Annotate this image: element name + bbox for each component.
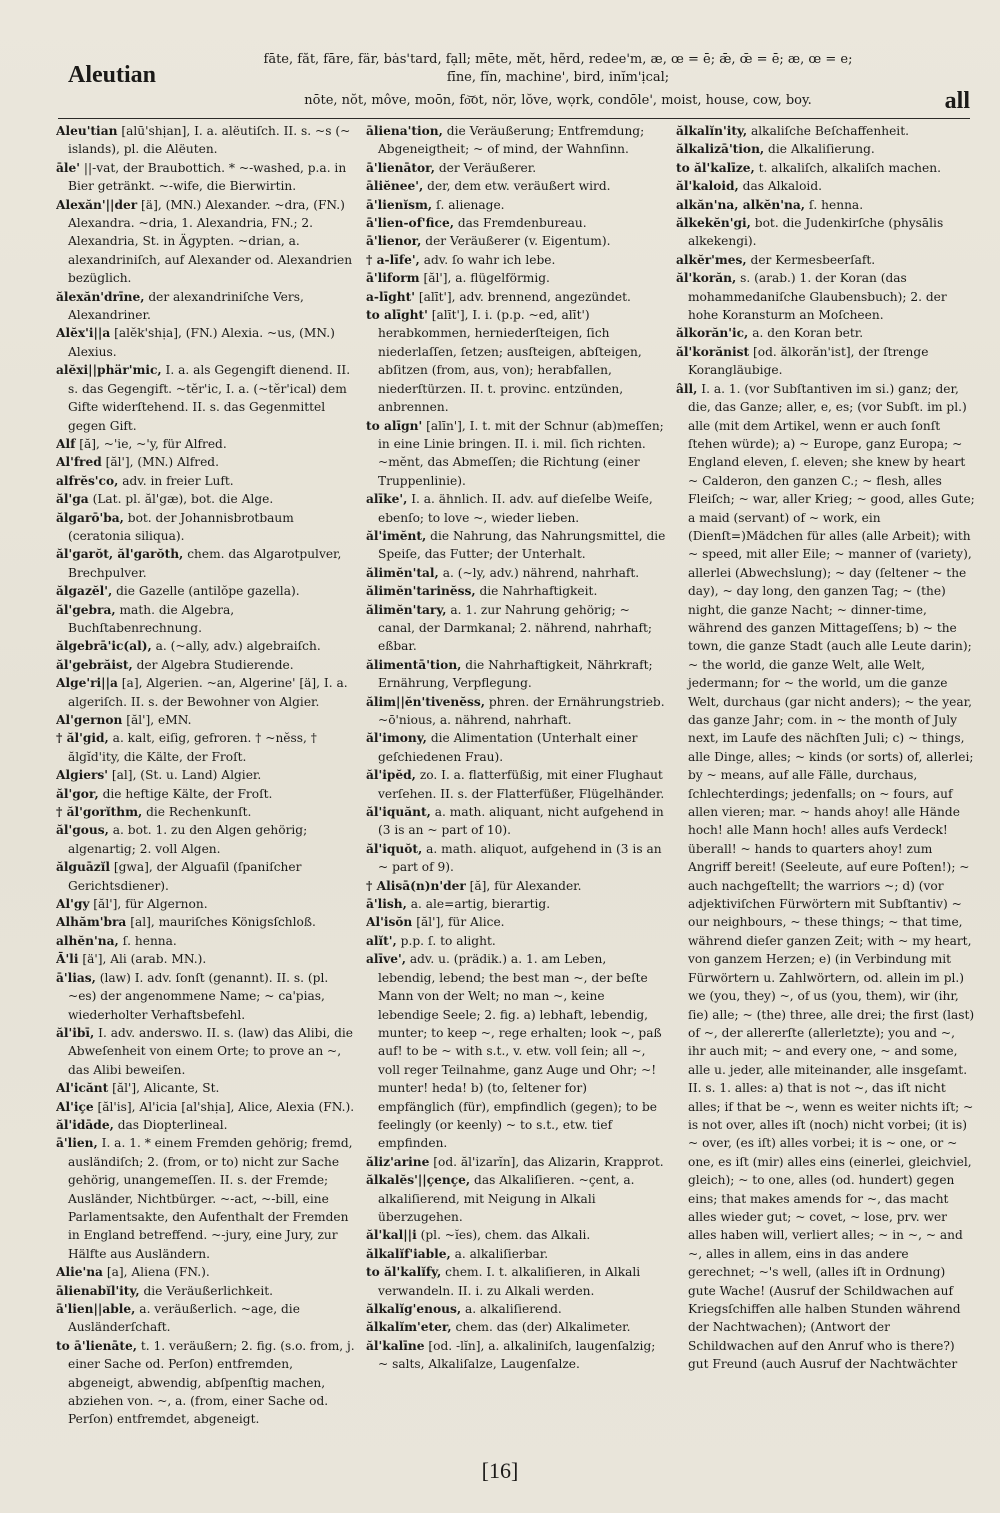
entry-definition: ſ. henna. (808, 197, 864, 212)
entry-headword: āliena'tion, (366, 124, 443, 138)
entry-headword: ăl'imĕnt, (366, 528, 427, 543)
dictionary-entry (366, 1300, 666, 1318)
entry-headword: ălgebrā'ic(al), (56, 639, 152, 654)
entry-headword: Alexăn'||der (56, 197, 138, 212)
entry-definition: [al], mauriſches Königsſchloß. (130, 915, 316, 930)
dictionary-entry (676, 159, 976, 177)
column-left (56, 122, 356, 1452)
entry-definition: chem. das (der) Alkalimeter. (455, 1320, 631, 1335)
dictionary-entry (366, 417, 666, 491)
entry-headword: ălguāzĭl (56, 860, 110, 875)
entry-headword: to ăl'kalīze, (676, 160, 755, 175)
entry-definition: I. adv. anderswo. II. s. (law) das Alibi, die Abweſenheit von einem Orte; to prove an ~, das Alibi beweiſen. (68, 1025, 354, 1077)
entry-headword: ăl'kal||i (366, 1228, 417, 1243)
entry-definition: [alĕk'shịa], (FN.) Alexia. ~us, (MN.) Alexius. (68, 326, 335, 359)
dictionary-entry (56, 785, 356, 803)
entry-headword: ălkalĭn'ity, (676, 124, 748, 138)
dictionary-entry (366, 1171, 666, 1226)
entry-headword: alkĕr'mes, (676, 252, 747, 267)
entry-headword: Alf (56, 436, 76, 451)
dictionary-entry (56, 490, 356, 508)
entry-headword: Al'fred (56, 455, 102, 470)
dictionary-entry (366, 527, 666, 564)
guide-word-right: all (944, 88, 970, 114)
entry-headword: āliĕnee', (366, 179, 424, 194)
entry-definition: [alīt'], adv. brennend, angezündet. (418, 289, 631, 304)
entry-headword: † ăl'gorĭthm, (56, 805, 143, 820)
entry-definition: I. a. 1. * einem Fremden gehörig; fremd, ausländiſch; 2. (from, or to) nicht zur Sache gehörig, unangemeſſen. II. s. der Fremde; Ausländer, Nichtbürger. ~-act, ~-bill, eine Parlamentsakte, den Aufenthalt der Fremden in England betreffend. ~-jury, eine Jury, zur Hälfte aus Ausländern. (68, 1136, 353, 1261)
entry-definition: [ä], (MN.) Alexander. ~dra, (FN.) Alexandra. ~dria, 1. Alexandria, FN.; 2. Alexandria, St. in Ägypten. ~drian, a. alexandriniſch, auf Alexander od. Alexandrien bezüglich. (68, 197, 353, 286)
entry-headword: ăl'gebrăist, (56, 657, 133, 672)
entry-definition: [a], Algerien. ~an, Algerine' [ä], I. a. algeriſch. II. s. der Bewohner von Algier. (68, 676, 348, 709)
dictionary-entry (56, 913, 356, 931)
column-right (676, 122, 976, 1452)
entry-definition: die Veräußerlichkeit. (143, 1283, 274, 1298)
entry-definition: adv. ſo wahr ich lebe. (423, 252, 556, 267)
dictionary-entry (366, 840, 666, 877)
entry-headword: ălgazĕl', (56, 584, 113, 599)
dictionary-entry (56, 1300, 356, 1337)
dictionary-entry (366, 232, 666, 250)
dictionary-entry (676, 177, 976, 195)
entry-headword: ălimentā'tion, (366, 657, 462, 672)
entry-definition: die Nahrhaftigkeit, Nährkraft; Ernährung, Verpflegung. (378, 657, 653, 691)
dictionary-entry (56, 895, 356, 913)
entry-headword: ăl'imony, (366, 731, 427, 746)
entry-definition: der Kermesbeerſaft. (750, 252, 876, 267)
entry-headword: ăl'korănist (676, 344, 750, 359)
dictionary-entry (56, 545, 356, 582)
entry-definition: [alīt'], I. i. (p.p. ~ed, alīt') herabkommen, herniederſteigen, ſich niederlaſſen, ſetzen; ausſteigen, abſteigen, abſitzen (from, aus, von); herabfallen, niederſtürzen. II. t. provinc. entzünden, anbrennen. (378, 308, 642, 415)
entry-definition: [alū'shịan], I. a. alëutiſch. II. s. ~s (~ islands), pl. die Alëuten. (68, 124, 351, 157)
entry-headword: âll, (676, 381, 698, 396)
entry-headword: ăl'idāde, (56, 1117, 114, 1132)
dictionary-entry (56, 582, 356, 600)
dictionary-entry (366, 803, 666, 840)
entry-definition: [ăl'], a. flügelförmig. (423, 271, 550, 286)
entry-headword: ăl'iquănt, (366, 805, 431, 820)
dictionary-entry (366, 932, 666, 950)
dictionary-entry (366, 895, 666, 913)
dictionary-entry (366, 693, 666, 730)
entry-definition: [ăl'], (MN.) Alfred. (105, 455, 219, 470)
dictionary-entry (56, 821, 356, 858)
entry-definition: I. a. als Gegengift dienend. II. s. das Gegengift. ~tĕr'ic, I. a. (~tĕr'ical) dem Gifte widerſtehend. II. s. das Gegenmittel gegen Gift. (68, 363, 351, 433)
entry-definition: ſ. henna. (122, 933, 177, 948)
entry-definition: der Veräußerer (v. Eigentum). (425, 234, 611, 249)
entry-headword: Al'icănt (56, 1081, 109, 1096)
dictionary-entry (676, 140, 976, 158)
pronunciation-key-line: nōte, nŏt, môve, moōn, fo͝ot, nör, lŏve, wọrk, condōle', moist, house, cow, boy. (304, 93, 812, 108)
entry-headword: ā'lien||able, (56, 1302, 136, 1316)
entry-headword: † a-līfe', (366, 252, 420, 267)
dictionary-entry (56, 1134, 356, 1263)
entry-headword: ā'lias, (56, 970, 96, 985)
dictionary-entry (56, 656, 356, 674)
entry-definition: bot. die Judenkirſche (physālis alkekengi). (688, 216, 944, 249)
entry-definition: die heftige Kälte, der Froſt. (102, 786, 273, 801)
entry-definition: a. veräußerlich. ~age, die Ausländerſchaft. (68, 1302, 300, 1335)
dictionary-entry (56, 1098, 356, 1116)
entry-definition: der alexandriniſche Vers, Alexandriner. (68, 289, 304, 323)
pronunciation-key-line: fāte, făt, fāre, fär, bȧs'tard, fạll; mēte, mĕt, hẽrd, redee'm, æ, œ = ē; ǣ, œ̄ = ē; æ, œ = e; (263, 52, 853, 67)
dictionary-entry (56, 1337, 356, 1429)
entry-headword: ălgarō'ba, (56, 510, 124, 525)
entry-definition: die Nahrhaftigkeit. (479, 584, 598, 599)
dictionary-entry (676, 343, 976, 380)
entry-headword: alkăn'na, alkĕn'na, (676, 197, 806, 212)
entry-headword: to alīgn' (366, 418, 423, 433)
dictionary-entry (366, 950, 666, 1152)
entry-headword: ăl'garŏt, ăl'garŏth, (56, 547, 184, 562)
column-middle (366, 122, 666, 1452)
entry-headword: alhĕn'na, (56, 933, 119, 948)
dictionary-entry (366, 288, 666, 306)
entry-definition: der, dem etw. veräußert wird. (427, 179, 611, 194)
entry-headword: ălkalĭf'iable, (366, 1246, 451, 1261)
page-number: [16] (481, 1458, 519, 1483)
dictionary-entry (56, 637, 356, 655)
dictionary-entry (366, 159, 666, 177)
dictionary-entry (366, 582, 666, 600)
dictionary-entry (366, 122, 666, 159)
dictionary-entry (366, 306, 666, 416)
entry-definition: ſ. alienage. (436, 197, 505, 212)
entry-definition: [ăl'], für Algernon. (93, 897, 208, 912)
entry-definition: die Rechenkunſt. (146, 805, 252, 820)
entry-definition: die Veräußerung; Entfremdung; Abgeneigtheit; ~ of mind, der Wahnſinn. (378, 124, 645, 157)
entry-definition: [od. ălkorăn'ist], der ſtrenge Korangläubige. (688, 344, 929, 378)
entry-headword: † ăl'gid, (56, 731, 109, 746)
entry-definition: [ă], ~'ie, ~'y, für Alfred. (79, 436, 227, 451)
entry-headword: to ăl'kalĭfy, (366, 1265, 442, 1280)
page-header (58, 44, 970, 116)
dictionary-entry (366, 564, 666, 582)
entry-definition: [od. ăl'izarĭn], das Alizarin, Krapprot. (433, 1154, 664, 1169)
entry-headword: ā'lienor, (366, 234, 422, 249)
entry-definition: alkaliſche Beſchaffenheit. (751, 124, 909, 138)
dictionary-entry (56, 361, 356, 435)
entry-definition: [ăl'], für Alice. (416, 915, 505, 930)
entry-definition: (Lat. pl. ăl'gæ), bot. die Alge. (92, 492, 274, 507)
entry-definition: a. ale=artig, bierartig. (410, 897, 551, 912)
dictionary-entry (366, 214, 666, 232)
entry-headword: Ā'li (56, 952, 79, 967)
entry-definition: [gwa], der Alguaſil (ſpaniſcher Gerichtsdiener). (68, 860, 302, 893)
entry-definition: a. kalt, eiſig, gefroren. † ~nĕss, † ălgĭd'ity, die Kälte, der Froſt. (68, 731, 317, 764)
entry-definition: math. die Algebra, Buchſtabenrechnung. (68, 602, 235, 635)
dictionary-entry (56, 932, 356, 950)
entry-definition: das Alkaloid. (742, 179, 822, 194)
dictionary-entry (676, 380, 976, 1374)
entry-headword: Al'içe (56, 1099, 94, 1114)
entry-headword: ā'liform (366, 271, 420, 286)
entry-headword: ăl'kalīne (366, 1338, 425, 1353)
dictionary-entry (56, 196, 356, 288)
entry-headword: ălimĕn'tary, (366, 602, 447, 617)
entry-headword: Al'gernon (56, 713, 123, 727)
entry-headword: ălkekĕn'gi, (676, 216, 751, 231)
entry-headword: ā'lienātor, (366, 160, 435, 175)
entry-definition: [a], Aliena (FN.). (106, 1265, 210, 1280)
entry-definition: die Alimentation (Unterhalt einer geſchiedenen Frau). (378, 731, 638, 764)
entry-definition: (law) I. adv. ſonſt (genannt). II. s. (pl. ~es) der angenommene Name; ~ ca'pias, wiederholter Verhaftsbefehl. (68, 970, 329, 1022)
entry-headword: ălimĕn'tal, (366, 565, 439, 580)
dictionary-entry (366, 656, 666, 693)
entry-definition: die Gazelle (antilŏpe gazella). (116, 584, 300, 599)
entry-headword: ălexăn'drīne, (56, 289, 145, 304)
dictionary-entry (366, 1263, 666, 1300)
entry-headword: ā'lish, (366, 897, 407, 912)
entry-headword: ăl'korăn, (676, 271, 737, 286)
entry-definition: a. alkaliſierend. (464, 1302, 562, 1316)
entry-headword: ăl'iquŏt, (366, 841, 423, 856)
entry-definition: a. bot. 1. zu den Algen gehörig; algenartig; 2. voll Algen. (68, 823, 308, 856)
entry-definition: I. a. 1. (vor Subſtantiven im si.) ganz; der, die, das Ganze; aller, e, es; (vor Subſt. im pl.) alle (mit dem Artikel, wenn er auch ſonſt ſtehen würde); a) ~ Europe, ganz Europa; ~ England eleven, ſ. eleven; she knew by heart ~ Calderon, den ganzen C.; ~ flesh, alles Fleiſch; ~ war, aller Krieg; ~ good, alles Gute; a maid (servant) of ~ work, ein (Dienſt=)Mädchen für alles (alle Arbeit); with ~ speed, mit aller Eile; ~ manner of (variety), allerlei (Abwechslung); ~ day (ſeltener ~ the day), ~ day long, den ganzen Tag; ~ (the) night, die ganze Nacht; ~ dinner-time, während des ganzen Mittageſſens; b) ~ the town, die ganze Stadt (auch alle Leute darin); ~ the world, die ganze Welt, alle Welt, jedermann; for ~ the world, um die ganze Welt, durchaus (gar nicht anders); ~ the year, das ganze Jahr; com. in ~ the month of July next, im Laufe des nächſten Juli; c) ~ things, alle Dinge, alles; ~ kinds (or sorts) of, allerlei; by ~ means, auf alle Fälle, durchaus, ſchlechterdings; jedenfalls; on ~ fours, auf allen vieren; mar. ~ hands ahoy! alle Hände hoch! alle Mann hoch! alles aufs Verdeck! überall! ~ hands to quarters ahoy! zum Angriff bereit! (Seeleute, auf eure Poſten!); ~ auch nachgeſtellt; the warriors ~; d) (vor adjektiviſchen Fürwörtern mit Subſtantiv) ~ our neighbours, ~ these things; ~ that time, während dieſer ganzen Zeit; with ~ my heart, von ganzem Herzen; e) (in Verbindung mit Fürwörtern u. Zahlwörtern, od. allein im pl.) we (you, they) ~, of us (you, them), wir (ihr, ſie) alle; ~ (the) three, alle drei; the first (last) of ~, der allererſte (allerletzte); you and ~, ihr auch mit; ~ and every one, ~ and some, alle u. jeder, alle miteinander, alle insgeſamt. II. s. 1. alles: a) that is not ~, das iſt nicht alles; if that be ~, wenn es weiter nichts iſt; ~ is not over, alles iſt (noch) nicht vorbei; (it is) ~ over, (es iſt) alles vorbei; it is ~ one, or ~ one, es iſt (mir) alles eins (einerlei, gleichviel, gleich); ~ to one, alles (od. hundert) gegen eins; that makes amends for ~, das macht alles wieder gut; ~ covet, ~ lose, prv. wer alles haben will, verliert alles; ~ in ~, ~ and ~, alles in allem, eins in das andere gerechnet; ~'s well, (alles iſt in Ordnung) gute Wache! (Ausruf der Schildwachen auf Kriegsſchiffen alle halben Stunden während der Nachtwachen); (Antwort der Schildwachen auf den Anruf who is there?) gut Freund (auch Ausruf der Nachtwächter (688, 381, 975, 1372)
entry-headword: ăl'ibī, (56, 1025, 95, 1040)
dictionary-entry (676, 214, 976, 251)
dictionary-entry (366, 251, 666, 269)
entry-headword: ā'lien, (56, 1136, 98, 1151)
dictionary-entry (56, 674, 356, 711)
entry-definition: zo. I. a. flatterfüßig, mit einer Flughaut verſehen. II. s. der Flatterfüßer, Flügelhänder. (378, 768, 665, 801)
entry-definition: [alīn'], I. t. mit der Schnur (ab)meſſen; in eine Linie bringen. II. i. mil. ſich richten. ~mĕnt, das Abmeſſen; die Richtung (einer Truppenlinie). (378, 418, 664, 488)
entry-headword: Alge'ri||a (56, 676, 118, 691)
dictionary-entry (366, 766, 666, 803)
dictionary-entry (56, 950, 356, 968)
entry-headword: Algiers' (56, 768, 109, 783)
pronunciation-key-line: fīne, fĭn, machine', bird, inĭm'ịcal; (446, 70, 670, 85)
dictionary-entry (56, 803, 356, 821)
dictionary-entry (366, 1226, 666, 1244)
dictionary-entry (56, 122, 356, 159)
entry-definition: das Diopterlineal. (117, 1117, 228, 1132)
entry-headword: ălkalizā'tion, (676, 142, 765, 157)
entry-headword: ăl'gebra, (56, 602, 116, 617)
dictionary-entry (366, 913, 666, 931)
header-rule (58, 118, 970, 119)
entry-definition: [ăl'], eMN. (126, 713, 192, 727)
entry-definition: [al], (St. u. Land) Algier. (111, 768, 262, 783)
dictionary-entry (56, 1263, 356, 1281)
entry-definition: t. alkaliſch, alkaliſch machen. (758, 160, 941, 175)
entry-headword: ăl'ga (56, 492, 89, 507)
entry-headword: Alĕx'i||a (56, 326, 111, 341)
dictionary-entry (676, 324, 976, 342)
dictionary-entry (366, 1245, 666, 1263)
entry-definition: der Veräußerer. (438, 160, 537, 175)
entry-headword: Al'isŏn (366, 915, 413, 930)
dictionary-entry (56, 711, 356, 729)
entry-definition: I. a. ähnlich. II. adv. auf dieſelbe Weiſe, ebenſo; to love ~, wieder lieben. (378, 492, 653, 525)
dictionary-entry (366, 177, 666, 195)
entry-headword: alĭt', (366, 933, 397, 948)
dictionary-entry (56, 453, 356, 471)
entry-headword: Al'gy (56, 897, 90, 912)
dictionary-entry (56, 969, 356, 1024)
entry-columns (56, 122, 976, 1452)
dictionary-entry (366, 269, 666, 287)
entry-definition: die Alkaliſierung. (768, 142, 875, 157)
dictionary-entry (366, 1337, 666, 1374)
dictionary-entry (366, 1153, 666, 1171)
entry-definition: a. (~ly, adv.) nährend, nahrhaft. (442, 565, 640, 580)
dictionary-entry (56, 1116, 356, 1134)
entry-definition: a. den Koran betr. (752, 326, 864, 341)
entry-definition: t. 1. veräußern; 2. fig. (s.o. from, j. einer Sache od. Perſon) entfremden, abgeneigt, abwendig, abſpenſtig machen, abziehen von. ~, a. (from, einer Sache od. Perſon) entfremdet, abgeneigt. (68, 1338, 355, 1427)
dictionary-entry (676, 122, 976, 140)
dictionary-entry (366, 877, 666, 895)
dictionary-entry (676, 269, 976, 324)
entry-headword: ălkalĕs'||çençe, (366, 1173, 471, 1188)
entry-headword: ăl'gous, (56, 823, 109, 838)
dictionary-entry (56, 1079, 356, 1097)
entry-headword: † Alisā(n)n'der (366, 878, 466, 893)
entry-headword: ăl'gor, (56, 786, 99, 801)
entry-definition: adv. u. (prädik.) a. 1. am Leben, lebendig, lebend; the best man ~, der beſte Mann von der Welt; no man ~, keine lebendige Seele; 2. fig. a) lebhaft, lebendig, munter; to keep ~, rege erhalten; look ~, paß auf! to be ~ with s.t., v. etw. voll ſein; all ~, voll reger Teilnahme, ganz Auge und Ohr; ~! munter! heda! b) (to, ſeltener for) empfänglich (für), empfindlich (gegen); to be feelingly (or keenly) ~ to s.t., etw. tief empfinden. (378, 952, 662, 1151)
dictionary-entry (366, 729, 666, 766)
dictionary-entry (56, 601, 356, 638)
guide-word-left: Aleutian (68, 62, 157, 88)
entry-headword: ăl'ipĕd, (366, 768, 416, 783)
dictionary-entry (56, 435, 356, 453)
entry-headword: ā'lienĭsm, (366, 197, 433, 212)
dictionary-entry (56, 509, 356, 546)
entry-headword: alĕxi||phär'mic, (56, 363, 162, 378)
dictionary-entry (56, 472, 356, 490)
dictionary-entry (56, 288, 356, 325)
entry-definition: a. alkaliſierbar. (454, 1246, 549, 1261)
entry-definition: chem. das Algarotpulver, Brechpulver. (68, 547, 342, 580)
entry-headword: a-līght' (366, 289, 415, 304)
entry-headword: ā'lien-of'fice, (366, 216, 454, 231)
entry-definition: phren. der Ernährungstrieb. ~ō'nious, a. nährend, nahrhaft. (378, 694, 665, 727)
entry-headword: Alie'na (56, 1265, 103, 1280)
entry-headword: alfrĕs'co, (56, 473, 119, 488)
entry-headword: to alīght' (366, 308, 428, 323)
dictionary-entry (56, 159, 356, 196)
entry-definition: bot. der Johannisbrotbaum (ceratonia siliqua). (68, 510, 294, 543)
entry-definition: s. (arab.) 1. der Koran (das mohammedaniſche Glaubensbuch); 2. der hohe Koransturm an Moſcheen. (688, 271, 947, 323)
entry-definition: [ăl'], Alicante, St. (112, 1081, 220, 1096)
entry-definition: adv. in freier Luft. (122, 473, 234, 488)
entry-definition: [ăl'is], Al'icia [al'shịa], Alice, Alexia (FN.). (97, 1099, 355, 1114)
entry-headword: Alhăm'bra (56, 915, 127, 930)
dictionary-entry (366, 490, 666, 527)
entry-headword: ălimĕn'tarinĕss, (366, 584, 476, 599)
entry-headword: ăliz'arine (366, 1154, 430, 1169)
dictionary-entry (56, 766, 356, 784)
dictionary-entry (56, 729, 356, 766)
entry-definition: das Fremdenbureau. (457, 216, 587, 231)
entry-headword: alīke', (366, 492, 408, 507)
entry-definition: das Alkaliſieren. ~çent, a. alkaliſierend, mit Neigung in Alkali überzugehen. (378, 1173, 635, 1224)
entry-definition: a. math. aliquant, nicht aufgehend in (3 is an ~ part of 10). (378, 805, 664, 838)
entry-definition: chem. I. t. alkaliſieren, in Alkali verwandeln. II. i. zu Alkali werden. (378, 1265, 641, 1298)
entry-definition: der Algebra Studierende. (136, 657, 294, 672)
entry-definition: p.p. ſ. to alight. (400, 933, 496, 948)
entry-definition: a. math. aliquot, aufgehend in (3 is an ~ part of 9). (378, 841, 662, 875)
dictionary-entry (56, 858, 356, 895)
entry-definition: [ä'], Ali (arab. MN.). (82, 952, 207, 967)
entry-definition: ||-vat, der Braubottich. * ~-washed, p.a. in Bier getränkt. ~-wife, die Bierwirtin. (68, 160, 347, 194)
entry-definition: [od. -lĭn], a. alkaliniſch, laugenſalzig; ~ salts, Alkaliſalze, Laugenſalze. (378, 1338, 656, 1372)
entry-definition: (pl. ~ĭes), chem. das Alkali. (420, 1228, 591, 1243)
dictionary-entry (56, 1282, 356, 1300)
entry-definition: [ă], für Alexander. (469, 878, 582, 893)
dictionary-entry (366, 601, 666, 656)
entry-headword: ăl'kaloid, (676, 179, 739, 194)
dictionary-entry (676, 251, 976, 269)
entry-definition: die Nahrung, das Nahrungsmittel, die Speiſe, das Futter; der Unterhalt. (378, 528, 666, 562)
dictionary-entry (56, 324, 356, 361)
dictionary-entry (366, 1318, 666, 1336)
entry-headword: Aleu'tian (56, 124, 118, 138)
entry-headword: ălim||ĕn'tivenĕss, (366, 694, 485, 709)
entry-headword: to ā'lienāte, (56, 1338, 138, 1353)
dictionary-entry (56, 1024, 356, 1079)
entry-headword: ălkorăn'ic, (676, 326, 749, 341)
entry-headword: ălkalĭg'enous, (366, 1302, 462, 1316)
entry-definition: a. (~ally, adv.) algebraiſch. (155, 639, 321, 654)
entry-headword: alīve', (366, 952, 406, 967)
entry-definition: a. 1. zur Nahrung gehörig; ~ canal, der Darmkanal; 2. nährend, nahrhaft; eßbar. (378, 602, 652, 654)
dictionary-entry (676, 196, 976, 214)
entry-headword: āle' (56, 160, 81, 175)
dictionary-entry (366, 196, 666, 214)
entry-headword: ālienabĭl'ity, (56, 1283, 140, 1298)
entry-headword: ălkalĭm'eter, (366, 1320, 452, 1335)
